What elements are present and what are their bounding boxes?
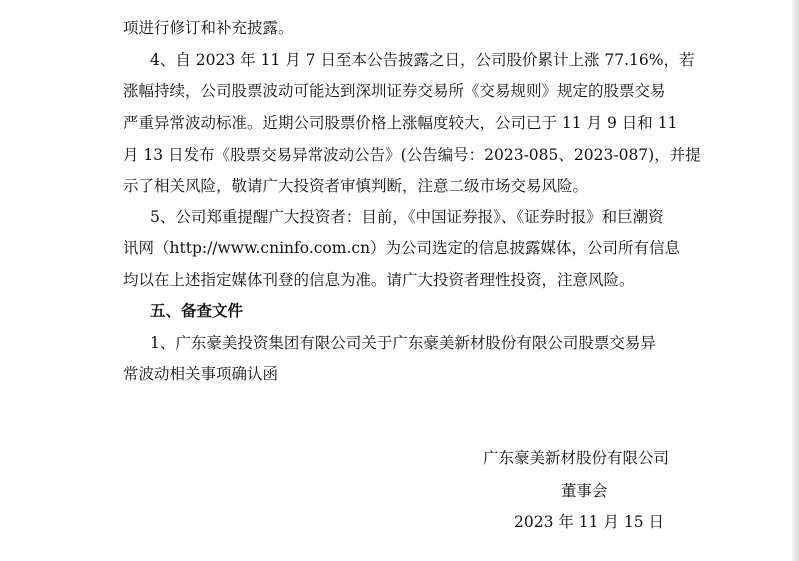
section-title: 五、备查文件 [150, 301, 244, 320]
paragraph-4-line-4: 月 13 日发布《股票交易异常波动公告》(公告编号：2023-085、2023-087)，并提 [123, 146, 701, 164]
document-item-line-1: 1、广东豪美投资集团有限公司关于广东豪美新材股份有限公司股票交易异 [150, 334, 656, 352]
paragraph-4-line-2: 涨幅持续，公司股票波动可能达到深圳证券交易所《交易规则》规定的股票交易 [123, 82, 666, 100]
signature-date: 2023 年 11 月 15 日 [514, 513, 665, 531]
signature-board: 董事会 [561, 482, 608, 500]
paragraph-5-line-3: 均以在上述指定媒体刊登的信息为准。请广大投资者理性投资，注意风险。 [123, 271, 635, 289]
paragraph-4-line-1: 4、自 2023 年 11 月 7 日至本公告披露之日，公司股价累计上涨 77.16%，若 [150, 51, 695, 69]
page-edge-shadow [792, 0, 799, 561]
document-item-line-2: 常波动相关事项确认函 [123, 365, 279, 383]
paragraph-4-line-3: 严重异常波动标准。近期公司股票价格上涨幅度较大，公司已于 11 月 9 日和 11 [123, 114, 678, 132]
paragraph-4-line-5: 示了相关风险，敬请广大投资者审慎判断，注意二级市场交易风险。 [123, 177, 589, 195]
paragraph-5-line-2: 讯网（http://www.cninfo.com.cn）为公司选定的信息披露媒体，公司所有信息 [123, 239, 681, 257]
signature-company: 广东豪美新材股份有限公司 [483, 449, 670, 467]
text-line: 项进行修订和补充披露。 [123, 19, 294, 37]
paragraph-5-line-1: 5、公司郑重提醒广大投资者：目前，《中国证券报》、《证券时报》和巨潮资 [150, 208, 664, 226]
